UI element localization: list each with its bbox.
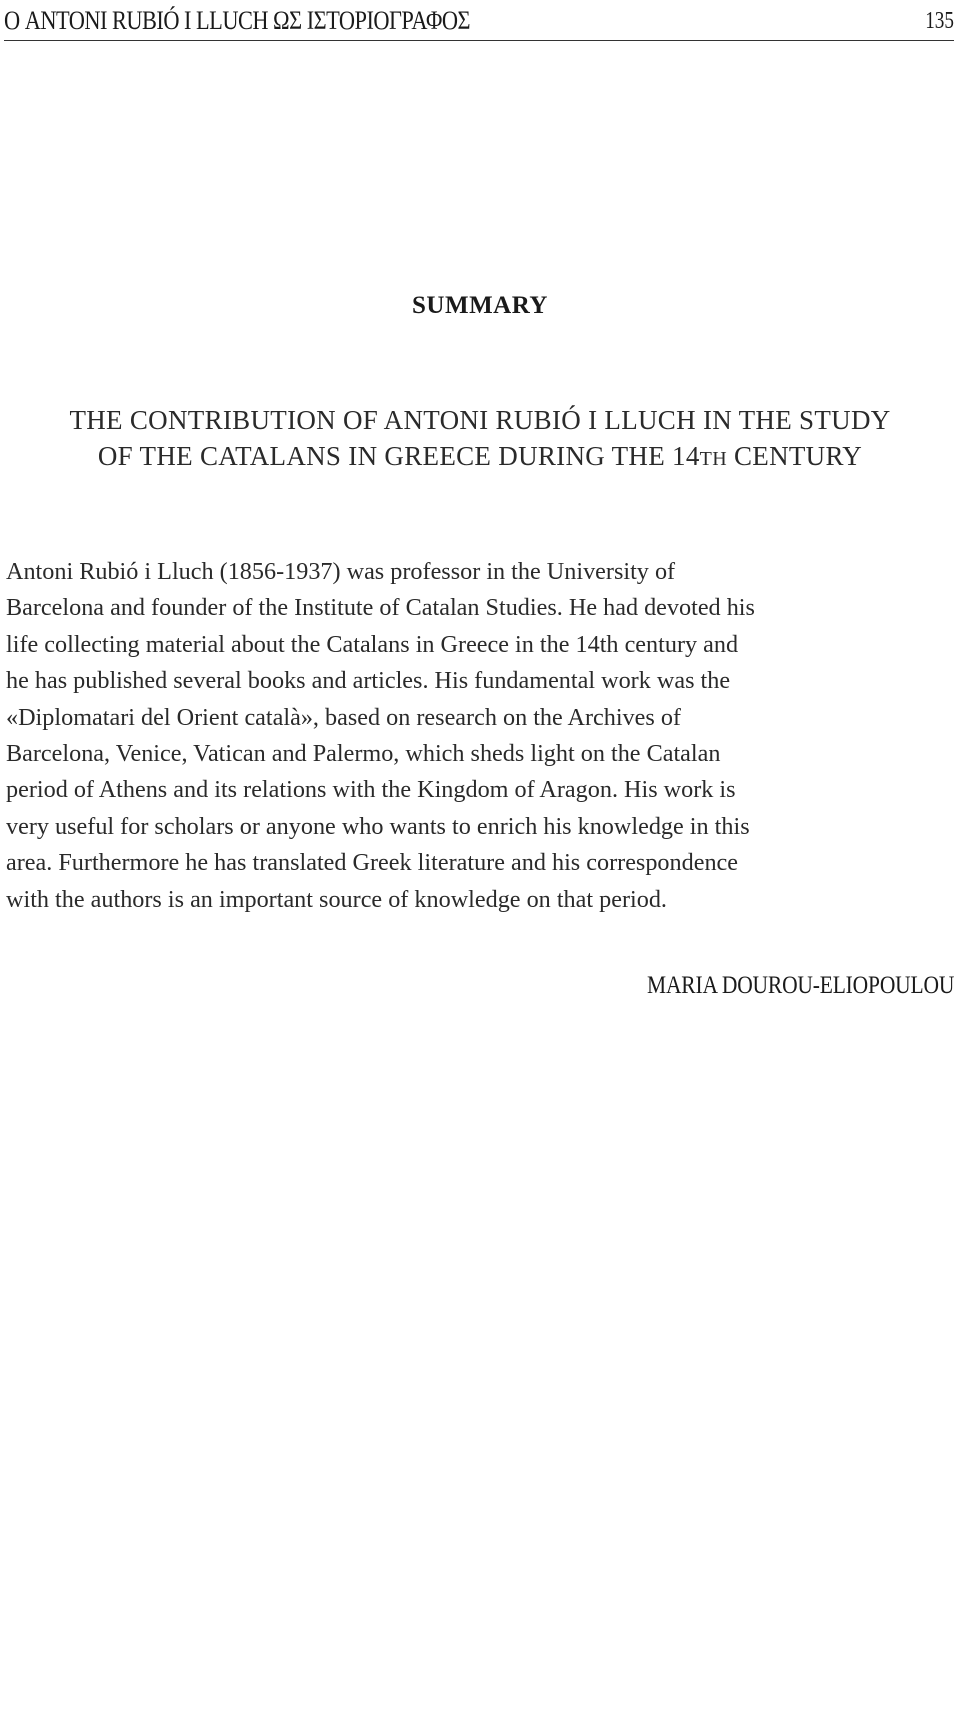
article-title [0, 402, 960, 477]
article-title-line-2 [0, 438, 960, 477]
summary-line: Barcelona and founder of the Institute of Catalan Studies. He had devoted his [6, 594, 755, 622]
article-title-line-2-end: CENTURY [726, 441, 863, 471]
section-heading: SUMMARY [412, 292, 548, 319]
running-header [4, 6, 954, 41]
summary-line: area. Furthermore he has translated Greek literature and his correspondence [6, 849, 739, 877]
author-signature: MARIA DOUROU-ELIOPOULOU [646, 972, 954, 999]
running-title: Ο ANTONI RUBIÓ I LLUCH ΩΣ ΙΣΤΟΡΙΟΓΡΑΦΟΣ [4, 6, 470, 35]
summary-line: he has published several books and articles. His fundamental work was the [6, 667, 731, 695]
summary-line: very useful for scholars or anyone who wants to enrich his knowledge in this [6, 812, 750, 840]
summary-line: with the authors is an important source of knowledge on that period. [6, 885, 667, 913]
summary-line: period of Athens and its relations with the Kingdom of Aragon. His work is [6, 776, 736, 804]
summary-paragraph [6, 554, 954, 918]
summary-line: Antoni Rubió i Lluch (1856-1937) was professor in the University of [6, 558, 676, 585]
summary-line: life collecting material about the Catalans in Greece in the 14th century and [6, 630, 739, 658]
ordinal-suffix: TH [699, 448, 727, 470]
article-title-line-1: THE CONTRIBUTION OF ANTONI RUBIÓ I LLUCH IN THE STUDY [69, 405, 891, 435]
summary-line: «Diplomatari del Orient català», based on research on the Archives of [6, 703, 681, 731]
summary-line: Barcelona, Venice, Vatican and Palermo, which sheds light on the Catalan [6, 740, 721, 768]
page-number: 135 [925, 8, 954, 34]
article-title-line-2-start: OF THE CATALANS IN GREECE DURING THE 14 [97, 441, 700, 471]
